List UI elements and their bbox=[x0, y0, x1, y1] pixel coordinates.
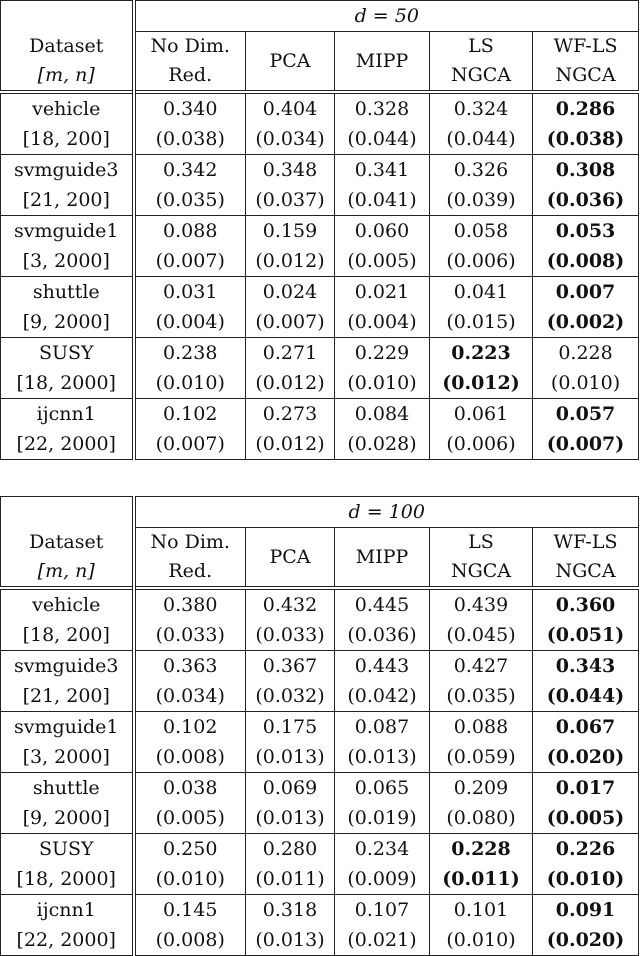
dataset-dims: [18, 200] bbox=[1, 124, 134, 155]
table-row bbox=[1, 92, 639, 124]
table-row bbox=[1, 588, 639, 620]
column-header-row bbox=[1, 528, 639, 589]
std-value: (0.037) bbox=[246, 185, 335, 216]
dataset-dims: [18, 2000] bbox=[1, 864, 134, 895]
mean-value: 0.380 bbox=[134, 588, 246, 620]
corner-cell bbox=[1, 497, 134, 528]
std-value: (0.015) bbox=[430, 307, 533, 338]
std-value: (0.009) bbox=[335, 864, 430, 895]
table-row bbox=[1, 834, 639, 865]
std-value: (0.013) bbox=[246, 925, 335, 956]
mean-value: 0.024 bbox=[246, 277, 335, 308]
table-row bbox=[1, 338, 639, 369]
std-value: (0.039) bbox=[430, 185, 533, 216]
mean-value: 0.007 bbox=[533, 277, 639, 308]
dataset-dims: [9, 2000] bbox=[1, 803, 134, 834]
dataset-dims: [22, 2000] bbox=[1, 429, 134, 460]
dataset-name: svmguide1 bbox=[1, 712, 134, 743]
std-value: (0.008) bbox=[134, 742, 246, 773]
std-value: (0.032) bbox=[246, 681, 335, 712]
mean-value: 0.280 bbox=[246, 834, 335, 865]
mean-value: 0.057 bbox=[533, 399, 639, 430]
std-value: (0.035) bbox=[134, 185, 246, 216]
std-value: (0.005) bbox=[134, 803, 246, 834]
std-value: (0.045) bbox=[430, 620, 533, 651]
table-row bbox=[1, 620, 639, 651]
table-row bbox=[1, 895, 639, 926]
method-header bbox=[246, 32, 335, 93]
dataset-name: vehicle bbox=[1, 92, 134, 124]
dataset-name: shuttle bbox=[1, 773, 134, 804]
mean-value: 0.061 bbox=[430, 399, 533, 430]
std-value: (0.021) bbox=[335, 925, 430, 956]
mean-value: 0.102 bbox=[134, 399, 246, 430]
dataset-name: SUSY bbox=[1, 834, 134, 865]
method-header bbox=[246, 528, 335, 589]
std-value: (0.011) bbox=[246, 864, 335, 895]
method-header bbox=[335, 528, 430, 589]
dataset-dims: [21, 200] bbox=[1, 681, 134, 712]
std-value: (0.008) bbox=[533, 246, 639, 277]
mean-value: 0.102 bbox=[134, 712, 246, 743]
mean-value: 0.084 bbox=[335, 399, 430, 430]
std-value: (0.044) bbox=[335, 124, 430, 155]
mean-value: 0.328 bbox=[335, 92, 430, 124]
dimension-label: d = 100 bbox=[134, 497, 639, 528]
dataset-name: ijcnn1 bbox=[1, 399, 134, 430]
table-row bbox=[1, 246, 639, 277]
method-header-line: LS bbox=[468, 531, 494, 553]
mean-value: 0.343 bbox=[533, 651, 639, 682]
dimension-label: d = 50 bbox=[134, 1, 639, 32]
dataset-name: svmguide3 bbox=[1, 651, 134, 682]
std-value: (0.011) bbox=[430, 864, 533, 895]
std-value: (0.044) bbox=[430, 124, 533, 155]
mean-value: 0.427 bbox=[430, 651, 533, 682]
mean-value: 0.308 bbox=[533, 155, 639, 186]
method-header bbox=[430, 528, 533, 589]
std-value: (0.002) bbox=[533, 307, 639, 338]
mean-value: 0.159 bbox=[246, 216, 335, 247]
table-row bbox=[1, 712, 639, 743]
method-header bbox=[335, 32, 430, 93]
method-header bbox=[430, 32, 533, 93]
mean-value: 0.348 bbox=[246, 155, 335, 186]
std-value: (0.005) bbox=[335, 246, 430, 277]
mean-value: 0.404 bbox=[246, 92, 335, 124]
method-header-line: WF-LS bbox=[553, 35, 618, 57]
mean-value: 0.271 bbox=[246, 338, 335, 369]
table-row bbox=[1, 185, 639, 216]
mean-value: 0.209 bbox=[430, 773, 533, 804]
std-value: (0.028) bbox=[335, 429, 430, 460]
mean-value: 0.234 bbox=[335, 834, 430, 865]
mean-value: 0.342 bbox=[134, 155, 246, 186]
std-value: (0.012) bbox=[246, 429, 335, 460]
dataset-name: SUSY bbox=[1, 338, 134, 369]
mean-value: 0.340 bbox=[134, 92, 246, 124]
std-value: (0.010) bbox=[134, 864, 246, 895]
dataset-dims: [22, 2000] bbox=[1, 925, 134, 956]
method-header-line: NGCA bbox=[450, 560, 512, 582]
std-value: (0.010) bbox=[533, 368, 639, 399]
dataset-header bbox=[1, 528, 134, 589]
std-value: (0.007) bbox=[134, 429, 246, 460]
mean-value: 0.367 bbox=[246, 651, 335, 682]
mean-value: 0.145 bbox=[134, 895, 246, 926]
std-value: (0.012) bbox=[246, 246, 335, 277]
std-value: (0.080) bbox=[430, 803, 533, 834]
std-value: (0.051) bbox=[533, 620, 639, 651]
std-value: (0.059) bbox=[430, 742, 533, 773]
method-header-line: No Dim. bbox=[150, 35, 230, 57]
method-header-line: No Dim. bbox=[150, 531, 230, 553]
std-value: (0.006) bbox=[430, 429, 533, 460]
std-value: (0.019) bbox=[335, 803, 430, 834]
mean-value: 0.250 bbox=[134, 834, 246, 865]
dims-header-label: [m, n] bbox=[37, 559, 95, 582]
mean-value: 0.017 bbox=[533, 773, 639, 804]
mean-value: 0.101 bbox=[430, 895, 533, 926]
mean-value: 0.318 bbox=[246, 895, 335, 926]
std-value: (0.038) bbox=[533, 124, 639, 155]
mean-value: 0.326 bbox=[430, 155, 533, 186]
std-value: (0.036) bbox=[335, 620, 430, 651]
mean-value: 0.443 bbox=[335, 651, 430, 682]
std-value: (0.010) bbox=[533, 864, 639, 895]
std-value: (0.012) bbox=[246, 368, 335, 399]
dataset-dims: [18, 200] bbox=[1, 620, 134, 651]
mean-value: 0.223 bbox=[430, 338, 533, 369]
dataset-dims: [3, 2000] bbox=[1, 742, 134, 773]
table-row bbox=[1, 368, 639, 399]
method-header-line: Red. bbox=[168, 64, 213, 86]
method-header-line: MIPP bbox=[355, 545, 409, 568]
dataset-dims: [21, 200] bbox=[1, 185, 134, 216]
std-value: (0.006) bbox=[430, 246, 533, 277]
mean-value: 0.087 bbox=[335, 712, 430, 743]
std-value: (0.007) bbox=[134, 246, 246, 277]
table-row bbox=[1, 742, 639, 773]
table-row bbox=[1, 773, 639, 804]
method-header-line: PCA bbox=[269, 545, 311, 568]
mean-value: 0.041 bbox=[430, 277, 533, 308]
table-row bbox=[1, 651, 639, 682]
mean-value: 0.228 bbox=[430, 834, 533, 865]
std-value: (0.020) bbox=[533, 925, 639, 956]
method-header-line: WF-LS bbox=[553, 531, 618, 553]
mean-value: 0.088 bbox=[134, 216, 246, 247]
dataset-dims: [18, 2000] bbox=[1, 368, 134, 399]
std-value: (0.035) bbox=[430, 681, 533, 712]
mean-value: 0.363 bbox=[134, 651, 246, 682]
std-value: (0.042) bbox=[335, 681, 430, 712]
std-value: (0.034) bbox=[134, 681, 246, 712]
std-value: (0.010) bbox=[430, 925, 533, 956]
dataset-header bbox=[1, 32, 134, 93]
dimension-header-row bbox=[1, 1, 639, 32]
mean-value: 0.238 bbox=[134, 338, 246, 369]
table-row bbox=[1, 155, 639, 186]
mean-value: 0.031 bbox=[134, 277, 246, 308]
dataset-name: ijcnn1 bbox=[1, 895, 134, 926]
method-header-line: PCA bbox=[269, 49, 311, 72]
table-row bbox=[1, 216, 639, 247]
std-value: (0.038) bbox=[134, 124, 246, 155]
mean-value: 0.021 bbox=[335, 277, 430, 308]
std-value: (0.010) bbox=[134, 368, 246, 399]
method-header-line: NGCA bbox=[555, 64, 616, 86]
results-table-1 bbox=[0, 0, 639, 460]
mean-value: 0.432 bbox=[246, 588, 335, 620]
std-value: (0.005) bbox=[533, 803, 639, 834]
mean-value: 0.175 bbox=[246, 712, 335, 743]
method-header bbox=[134, 528, 246, 589]
table-row bbox=[1, 681, 639, 712]
mean-value: 0.058 bbox=[430, 216, 533, 247]
table-row bbox=[1, 429, 639, 460]
mean-value: 0.273 bbox=[246, 399, 335, 430]
table-row bbox=[1, 124, 639, 155]
mean-value: 0.091 bbox=[533, 895, 639, 926]
table-row bbox=[1, 864, 639, 895]
std-value: (0.013) bbox=[335, 742, 430, 773]
mean-value: 0.360 bbox=[533, 588, 639, 620]
mean-value: 0.088 bbox=[430, 712, 533, 743]
table-row bbox=[1, 803, 639, 834]
mean-value: 0.038 bbox=[134, 773, 246, 804]
std-value: (0.020) bbox=[533, 742, 639, 773]
mean-value: 0.226 bbox=[533, 834, 639, 865]
dataset-name: svmguide3 bbox=[1, 155, 134, 186]
column-header-row bbox=[1, 32, 639, 93]
method-header-line: Red. bbox=[168, 560, 213, 582]
corner-cell bbox=[1, 1, 134, 32]
table-row bbox=[1, 277, 639, 308]
std-value: (0.004) bbox=[335, 307, 430, 338]
dims-header-label: [m, n] bbox=[37, 63, 95, 86]
results-table-2 bbox=[0, 496, 639, 956]
mean-value: 0.053 bbox=[533, 216, 639, 247]
dataset-name: svmguide1 bbox=[1, 216, 134, 247]
std-value: (0.013) bbox=[246, 803, 335, 834]
table-row bbox=[1, 925, 639, 956]
std-value: (0.041) bbox=[335, 185, 430, 216]
method-header-line: NGCA bbox=[450, 64, 512, 86]
dataset-header-label: Dataset bbox=[29, 34, 104, 57]
std-value: (0.033) bbox=[246, 620, 335, 651]
std-value: (0.034) bbox=[246, 124, 335, 155]
std-value: (0.044) bbox=[533, 681, 639, 712]
mean-value: 0.060 bbox=[335, 216, 430, 247]
std-value: (0.010) bbox=[335, 368, 430, 399]
mean-value: 0.341 bbox=[335, 155, 430, 186]
dataset-dims: [3, 2000] bbox=[1, 246, 134, 277]
mean-value: 0.324 bbox=[430, 92, 533, 124]
table-row bbox=[1, 399, 639, 430]
std-value: (0.013) bbox=[246, 742, 335, 773]
mean-value: 0.069 bbox=[246, 773, 335, 804]
std-value: (0.007) bbox=[246, 307, 335, 338]
mean-value: 0.228 bbox=[533, 338, 639, 369]
method-header bbox=[533, 32, 639, 93]
mean-value: 0.065 bbox=[335, 773, 430, 804]
std-value: (0.012) bbox=[430, 368, 533, 399]
std-value: (0.036) bbox=[533, 185, 639, 216]
method-header bbox=[134, 32, 246, 93]
mean-value: 0.229 bbox=[335, 338, 430, 369]
dataset-dims: [9, 2000] bbox=[1, 307, 134, 338]
mean-value: 0.067 bbox=[533, 712, 639, 743]
std-value: (0.007) bbox=[533, 429, 639, 460]
table-row bbox=[1, 307, 639, 338]
std-value: (0.008) bbox=[134, 925, 246, 956]
mean-value: 0.445 bbox=[335, 588, 430, 620]
mean-value: 0.439 bbox=[430, 588, 533, 620]
std-value: (0.033) bbox=[134, 620, 246, 651]
mean-value: 0.107 bbox=[335, 895, 430, 926]
method-header-line: MIPP bbox=[355, 49, 409, 72]
method-header bbox=[533, 528, 639, 589]
mean-value: 0.286 bbox=[533, 92, 639, 124]
dataset-name: vehicle bbox=[1, 588, 134, 620]
method-header-line: NGCA bbox=[555, 560, 616, 582]
method-header-line: LS bbox=[468, 35, 494, 57]
dataset-name: shuttle bbox=[1, 277, 134, 308]
std-value: (0.004) bbox=[134, 307, 246, 338]
dimension-header-row bbox=[1, 497, 639, 528]
dataset-header-label: Dataset bbox=[29, 530, 104, 553]
